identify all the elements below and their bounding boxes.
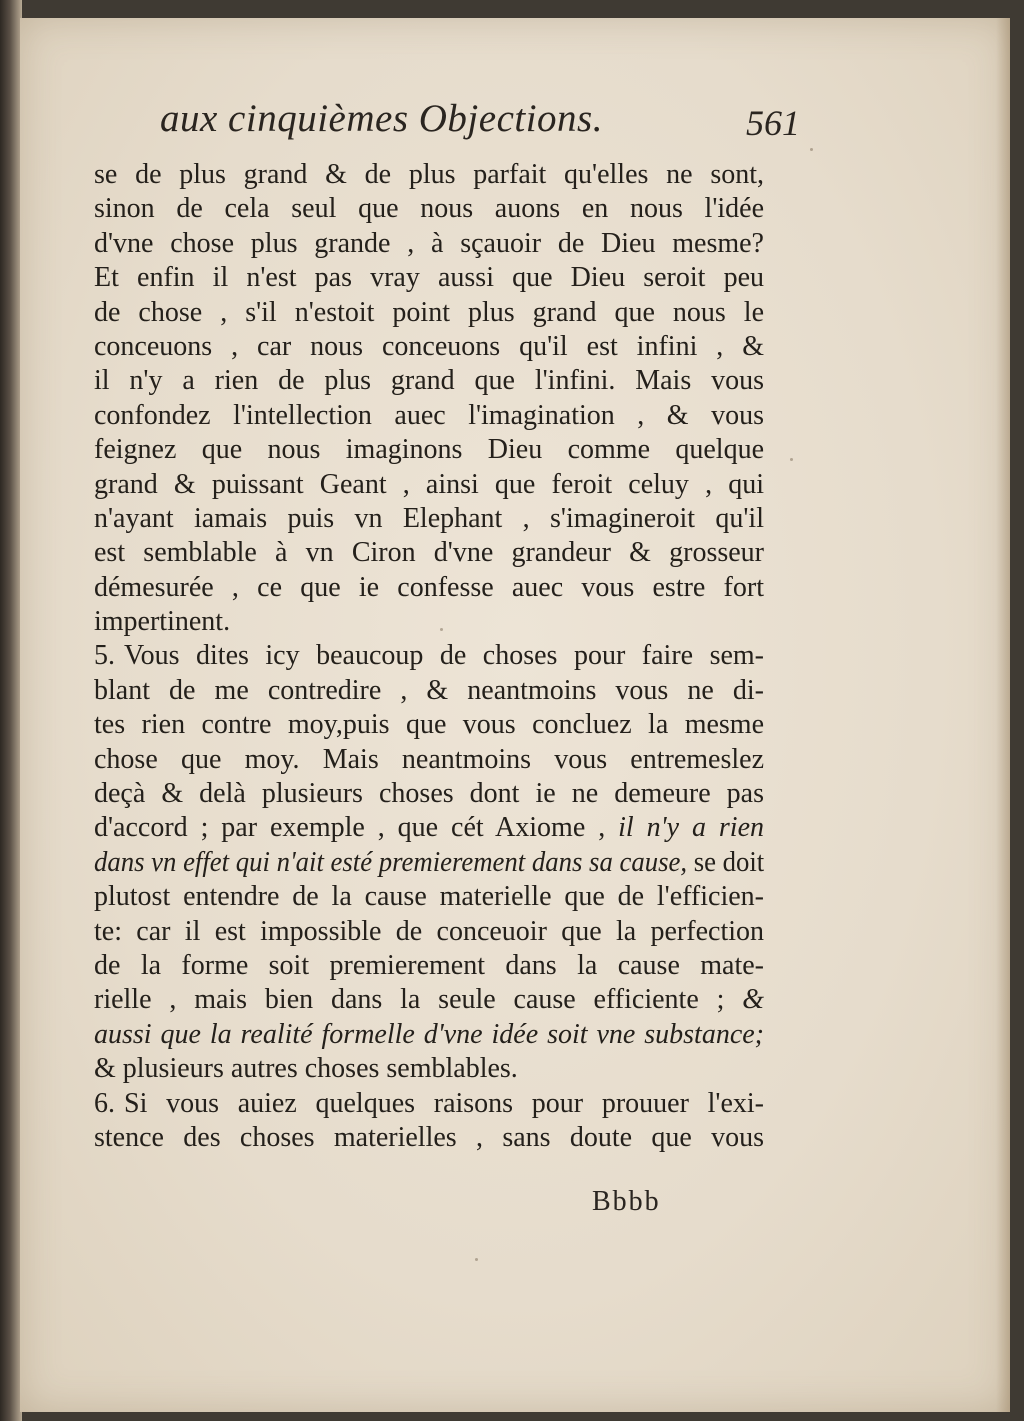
text-line bbox=[94, 1052, 764, 1086]
line-text: se doit bbox=[687, 846, 765, 878]
text-line bbox=[94, 364, 764, 398]
italic-text: dans vn effet qui n'ait esté premierement dans sa cause, bbox=[94, 846, 688, 878]
italic-text: & bbox=[742, 984, 764, 1016]
running-title: aux cinquièmes Objections. bbox=[160, 97, 603, 140]
line-text: de la forme soit premierement dans la cause mate- bbox=[94, 949, 764, 981]
text-line bbox=[94, 227, 764, 261]
text-line bbox=[94, 1018, 764, 1052]
line-text: te: car il est impossible de conceuoir que la perfection bbox=[94, 915, 764, 947]
line-text: impertinent. bbox=[94, 606, 231, 638]
paper-speck bbox=[475, 1258, 478, 1261]
text-line bbox=[94, 330, 764, 364]
line-text: stence des choses materielles , sans doute que vous bbox=[94, 1121, 764, 1153]
text-line bbox=[94, 1121, 764, 1155]
body-text bbox=[94, 158, 764, 1155]
line-text: démesurée , ce que ie confesse auec vous estre fort bbox=[94, 571, 764, 603]
paragraph-number: 6. bbox=[94, 1087, 115, 1119]
text-line bbox=[94, 708, 764, 742]
text-line bbox=[94, 536, 764, 570]
line-text: Si vous auiez quelques raisons pour prouuer l'exi- bbox=[124, 1087, 764, 1119]
paper-speck bbox=[790, 458, 793, 461]
text-line bbox=[94, 777, 764, 811]
line-text: de chose , s'il n'estoit point plus grand que nous le bbox=[94, 296, 764, 328]
text-line bbox=[94, 674, 764, 708]
text-line bbox=[94, 915, 764, 949]
text-line bbox=[94, 743, 764, 777]
page-number: 561 bbox=[746, 103, 800, 143]
text-line bbox=[94, 261, 764, 295]
text-line bbox=[94, 1087, 764, 1121]
line-text: est semblable à vn Ciron d'vne grandeur & grosseur bbox=[94, 537, 764, 569]
line-text: n'ayant iamais puis vn Elephant , s'imagineroit qu'il bbox=[94, 502, 764, 534]
paragraph-number: 5. bbox=[94, 640, 115, 672]
text-line bbox=[94, 192, 764, 226]
text-line bbox=[94, 158, 764, 192]
book-page bbox=[20, 18, 1010, 1412]
paper-speck bbox=[440, 628, 443, 631]
signature-mark: Bbbb bbox=[592, 1186, 661, 1217]
line-text: Vous dites icy beaucoup de choses pour faire sem- bbox=[124, 640, 764, 672]
line-text: grand & puissant Geant , ainsi que feroit celuy , qui bbox=[94, 468, 764, 500]
text-line bbox=[94, 983, 764, 1017]
line-text: & plusieurs autres choses semblables. bbox=[94, 1053, 518, 1085]
book-gutter bbox=[0, 0, 22, 1421]
line-text: blant de me contredire , & neantmoins vous ne di- bbox=[94, 674, 764, 706]
line-text: il n'y a rien de plus grand que l'infini. Mais vous bbox=[94, 365, 764, 397]
italic-text: aussi que la realité formelle d'vne idée soit vne substance; bbox=[94, 1018, 764, 1050]
page-header bbox=[160, 96, 800, 156]
line-text: deçà & delà plusieurs choses dont ie ne demeure pas bbox=[94, 778, 764, 810]
page-edge-shadow bbox=[996, 18, 1010, 1412]
text-line bbox=[94, 468, 764, 502]
text-line bbox=[94, 605, 764, 639]
line-text: se de plus grand & de plus parfait qu'elles ne sont, bbox=[94, 159, 764, 190]
line-text: chose que moy. Mais neantmoins vous entremeslez bbox=[94, 743, 764, 775]
line-text: rielle , mais bien dans la seule cause efficiente ; bbox=[94, 984, 743, 1016]
text-line bbox=[94, 811, 764, 845]
text-line bbox=[94, 846, 765, 880]
text-line bbox=[94, 296, 764, 330]
line-text: confondez l'intellection auec l'imagination , & vous bbox=[94, 399, 764, 431]
text-line bbox=[94, 399, 764, 433]
line-text: d'accord ; par exemple , que cét Axiome , bbox=[94, 812, 619, 844]
line-text: feignez que nous imaginons Dieu comme quelque bbox=[94, 434, 764, 466]
line-text: conceuons , car nous conceuons qu'il est infini , & bbox=[94, 330, 764, 362]
italic-text: il n'y a rien bbox=[618, 812, 765, 844]
paper-speck bbox=[810, 148, 813, 151]
line-text: tes rien contre moy,puis que vous concluez la mesme bbox=[94, 709, 764, 741]
text-line bbox=[94, 502, 764, 536]
text-line bbox=[94, 571, 764, 605]
text-line bbox=[94, 949, 764, 983]
line-text: Et enfin il n'est pas vray aussi que Dieu seroit peu bbox=[94, 262, 764, 294]
line-text: sinon de cela seul que nous auons en nous l'idée bbox=[94, 193, 764, 225]
text-line bbox=[94, 639, 764, 673]
line-text: d'vne chose plus grande , à sçauoir de Dieu mesme? bbox=[94, 227, 764, 259]
text-line bbox=[94, 880, 764, 914]
text-line bbox=[94, 433, 764, 467]
line-text: plutost entendre de la cause materielle que de l'efficien- bbox=[94, 881, 764, 913]
